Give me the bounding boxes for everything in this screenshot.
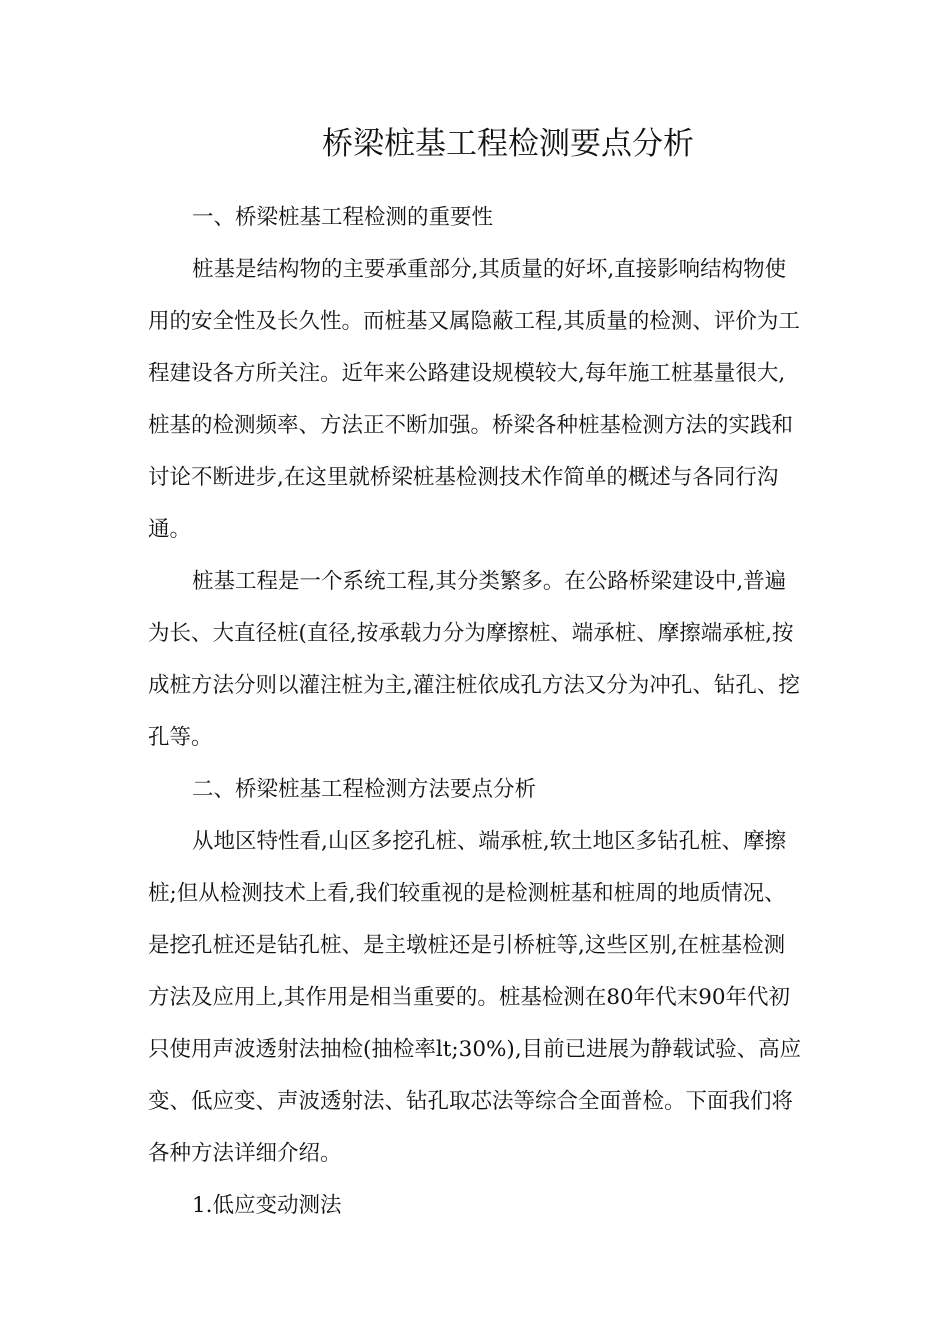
body-paragraph-3: 从地区特性看,山区多挖孔桩、端承桩,软土地区多钻孔桩、摩擦桩;但从检测技术上看,我们较重视的是检测桩基和桩周的地质情况、是挖孔桩还是钻孔桩、是主墩桩还是引桥桩等,这些区别,在桩基检测方法及应用上,其作用是相当重要的。桩基检测在80年代末90年代初只使用声波透射法抽检(抽检率lt;30%),目前已进展为静载试验、高应变、低应变、声波透射法、钻孔取芯法等综合全面普检。下面我们将各种方法详细介绍。 bbox=[148, 829, 802, 1166]
document-title: 桥梁桩基工程检测要点分析 bbox=[322, 126, 694, 162]
body-paragraph-2: 桩基工程是一个系统工程,其分类繁多。在公路桥梁建设中,普遍为长、大直径桩(直径,按承载力分为摩擦桩、端承桩、摩擦端承桩,按成桩方法分则以灌注桩为主,灌注桩依成孔方法又分为冲孔、钻孔、挖孔等。 bbox=[148, 569, 800, 750]
subsection-heading-1: 1.低应变动测法 bbox=[192, 1193, 342, 1218]
body-paragraph-1: 桩基是结构物的主要承重部分,其质量的好坏,直接影响结构物使用的安全性及长久性。而桩基又属隐蔽工程,其质量的检测、评价为工程建设各方所关注。近年来公路建设规模较大,每年施工桩基量很大,桩基的检测频率、方法正不断加强。桥梁各种桩基检测方法的实践和讨论不断进步,在这里就桥梁桩基检测技术作简单的概述与各同行沟通。 bbox=[148, 257, 800, 542]
document-body bbox=[148, 192, 804, 1232]
section-heading-1: 一、桥梁桩基工程检测的重要性 bbox=[192, 205, 494, 230]
section-heading-2: 二、桥梁桩基工程检测方法要点分析 bbox=[192, 777, 537, 802]
